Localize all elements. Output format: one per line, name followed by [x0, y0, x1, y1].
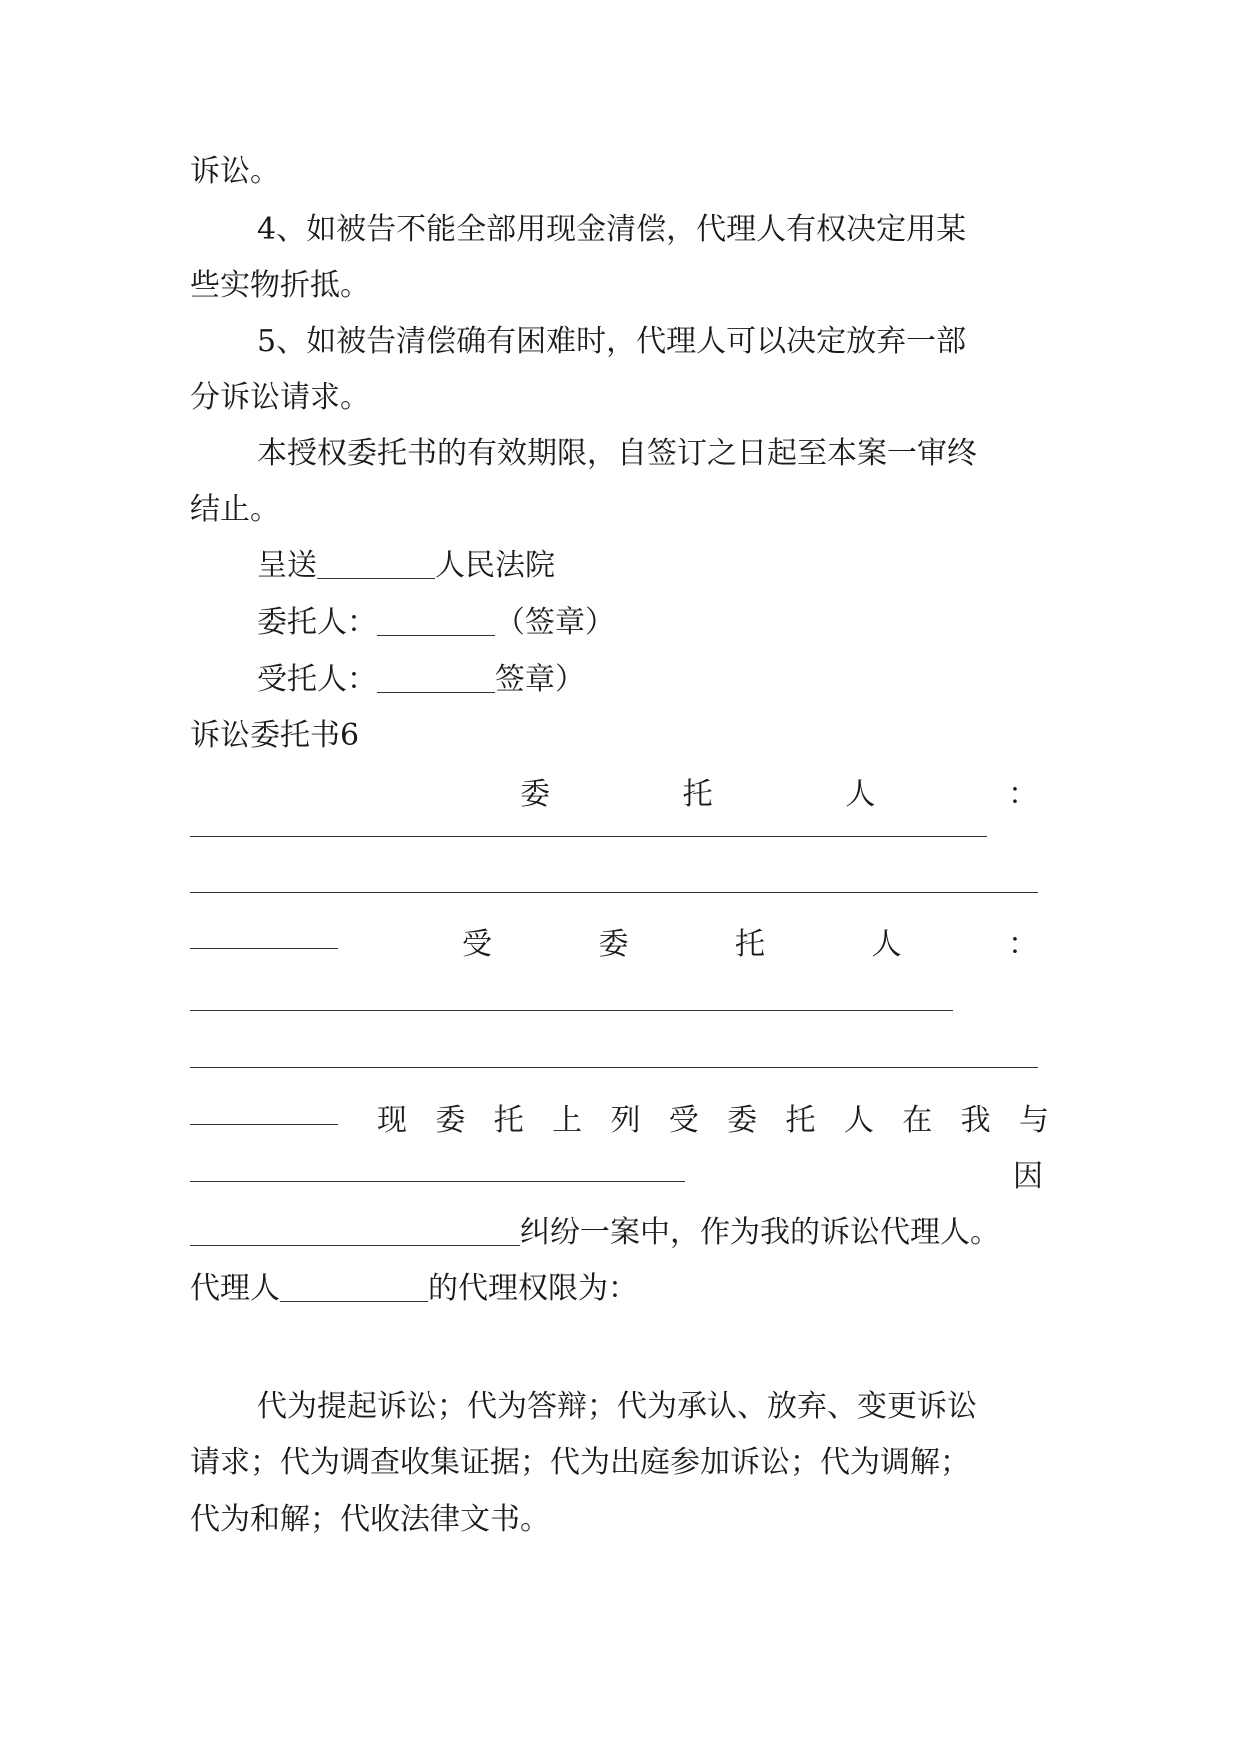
- entrust-char: 托: [493, 1103, 524, 1138]
- principal-blank-line-3: [190, 948, 338, 949]
- opposing-party-blank: [190, 1181, 685, 1182]
- principal-label-char: 人: [845, 777, 876, 812]
- entrust-char: 受: [668, 1103, 699, 1138]
- principal-label-char: 托: [682, 777, 713, 812]
- agent-blank-line-1: [190, 1010, 953, 1011]
- dispute-line: [190, 1213, 1050, 1253]
- agent-label: [462, 925, 1038, 965]
- item-4-text: 4、如被告不能全部用现金清偿，代理人有权决定用某: [257, 212, 967, 247]
- powers-line-2: 请求；代为调查收集证据；代为出庭参加诉讼；代为调解；: [190, 1445, 970, 1480]
- agent-blank-line-2: [190, 1067, 1038, 1068]
- agent-label-char: 人: [871, 927, 902, 962]
- entrust-char: 现: [377, 1103, 407, 1138]
- entrust-statement: [377, 1101, 1049, 1141]
- agent-label-char: 托: [735, 927, 765, 962]
- principal-sign-blank: [377, 605, 495, 636]
- agent-sign-label: 受托人：: [257, 662, 377, 697]
- validity-line-1: 本授权委托书的有效期限，自签订之日起至本案一审终: [257, 436, 977, 471]
- agent-label-char: 委: [598, 927, 629, 962]
- dispute-blank: [190, 1215, 520, 1246]
- dispute-text: 纠纷一案中，作为我的诉讼代理人。: [520, 1215, 1000, 1250]
- principal-label-char: ：: [1007, 777, 1038, 812]
- entrust-char: 上: [552, 1103, 583, 1138]
- authority-prefix: 代理人: [190, 1271, 280, 1306]
- principal-signature: [257, 603, 1050, 643]
- validity-line-2: 结止。: [190, 492, 280, 527]
- powers-line-3: 代为和解；代收法律文书。: [190, 1502, 550, 1537]
- principal-label-char: 委: [520, 777, 550, 812]
- section-title: 诉讼委托书6: [190, 718, 360, 753]
- paragraph-end: 诉讼。: [190, 154, 280, 189]
- powers-line-1: 代为提起诉讼；代为答辩；代为承认、放弃、变更诉讼: [257, 1389, 977, 1424]
- entrust-char: 与: [1018, 1103, 1049, 1138]
- principal-sign-label: 委托人：: [257, 605, 377, 640]
- agent-label-char: 受: [462, 927, 492, 962]
- principal-blank-line-1: [190, 836, 987, 837]
- principal-blank-line-2: [190, 892, 1038, 893]
- agent-sign-blank: [377, 662, 495, 693]
- item-4-line-2: 些实物折抵。: [190, 268, 370, 303]
- agent-label-char: ：: [1008, 927, 1038, 962]
- entrust-char: 列: [610, 1103, 641, 1138]
- principal-sign-suffix: （签章）: [495, 605, 615, 640]
- authority-suffix: 的代理权限为：: [428, 1271, 638, 1306]
- entrust-char: 委: [435, 1103, 466, 1138]
- submit-prefix: 呈送: [257, 548, 317, 583]
- court-name-blank: [317, 548, 435, 579]
- entrust-char: 在: [902, 1103, 933, 1138]
- item-4-line-1: [257, 210, 1050, 250]
- agent-blank-line-3: [190, 1124, 338, 1125]
- entrust-char: 委: [727, 1103, 758, 1138]
- authority-line: [190, 1269, 1050, 1309]
- agent-signature: [257, 660, 1050, 700]
- agent-name-blank: [280, 1271, 428, 1302]
- submit-suffix: 人民法院: [435, 548, 555, 583]
- because-char: 因: [1013, 1159, 1043, 1194]
- entrust-char: 我: [960, 1103, 991, 1138]
- item-5-line-1: 5、如被告清偿确有困难时，代理人可以决定放弃一部: [257, 324, 967, 359]
- principal-label: [520, 775, 1038, 815]
- submit-to-court: [257, 546, 1050, 586]
- entrust-char: 托: [785, 1103, 816, 1138]
- item-5-line-2: 分诉讼请求。: [190, 380, 370, 415]
- agent-sign-suffix: 签章）: [495, 662, 585, 697]
- entrust-char: 人: [843, 1103, 874, 1138]
